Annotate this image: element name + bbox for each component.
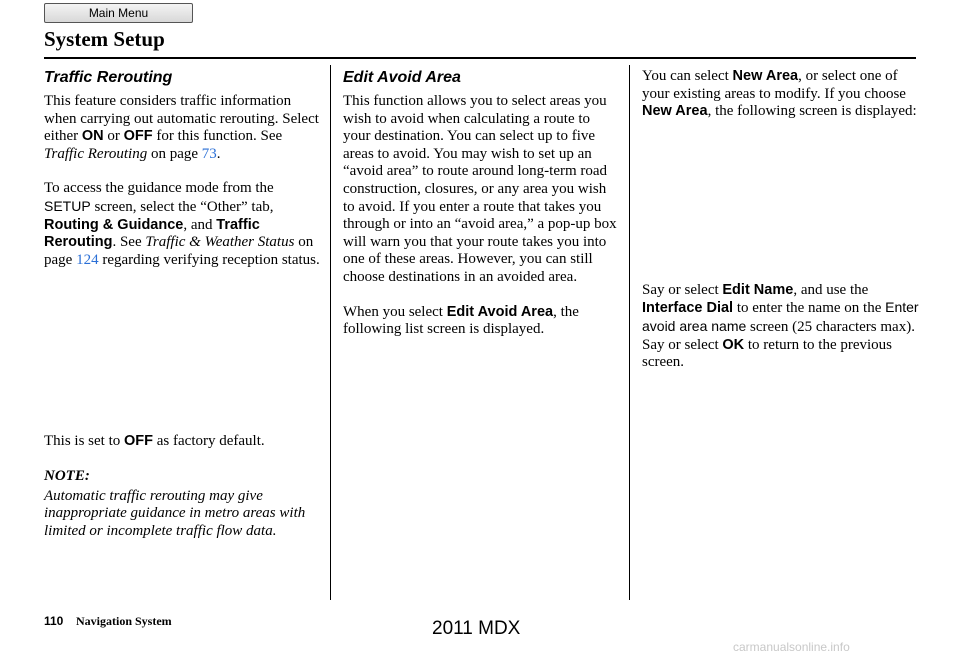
page-link-73[interactable]: 73	[201, 145, 217, 162]
edit-avoid-area-select: When you select Edit Avoid Area, the following list screen is displayed.	[343, 303, 579, 338]
traffic-rerouting-description: This feature considers traffic information when carrying out automatic rerouting. Select either ON or OFF for this function. See Traffic Rerouting on page 73.	[44, 93, 319, 162]
title-rule	[44, 57, 916, 59]
column-divider-2	[629, 65, 630, 600]
note-text: Automatic traffic rerouting may give inappropriate guidance in metro areas with limited or incomplete traffic flow data.	[44, 487, 306, 539]
page-link-124[interactable]: 124	[76, 251, 99, 268]
factory-default-text: This is set to OFF as factory default.	[44, 433, 265, 450]
footer-label: Navigation System	[76, 614, 172, 628]
watermark: carmanualsonline.info	[733, 640, 850, 654]
main-menu-button[interactable]: Main Menu	[44, 3, 193, 23]
traffic-rerouting-access: To access the guidance mode from the SETUP screen, select the “Other” tab, Routing & Guidance, and Traffic Rerouting. See Traffic & Weather Status on page 124 regarding verifying reception status.	[44, 180, 320, 268]
column-divider-1	[330, 65, 331, 600]
note-heading: NOTE:	[44, 467, 90, 484]
heading-edit-avoid-area: Edit Avoid Area	[343, 69, 461, 86]
column-new-area	[642, 68, 920, 389]
heading-traffic-rerouting: Traffic Rerouting	[44, 69, 173, 86]
footer-page-number: 110	[44, 614, 64, 628]
edit-name-text: Say or select Edit Name, and use the Interface Dial to enter the name on the Enter avoid area name screen (25 characters max). Say or select OK to return to the previous screen.	[642, 281, 919, 371]
new-area-text: You can select New Area, or select one of your existing areas to modify. If you choose New Area, the following screen is displayed:	[642, 68, 917, 120]
edit-avoid-area-description: This function allows you to select areas you wish to avoid when calculating a route to your destination. You can select up to five areas to avoid. You may wish to set up an “avoid area” to route around long-term road construction, closures, or any area you wish to avoid. If you enter a route that takes you through or into an “avoid area,” a pop-up box will warn you that your route takes you into one of these areas. However, you can still choose destinations in an avoided area.	[343, 93, 617, 285]
footer-model: 2011 MDX	[432, 618, 521, 639]
column-traffic-rerouting	[44, 68, 322, 557]
column-edit-avoid-area	[343, 68, 619, 356]
page-title: System Setup	[44, 27, 165, 51]
